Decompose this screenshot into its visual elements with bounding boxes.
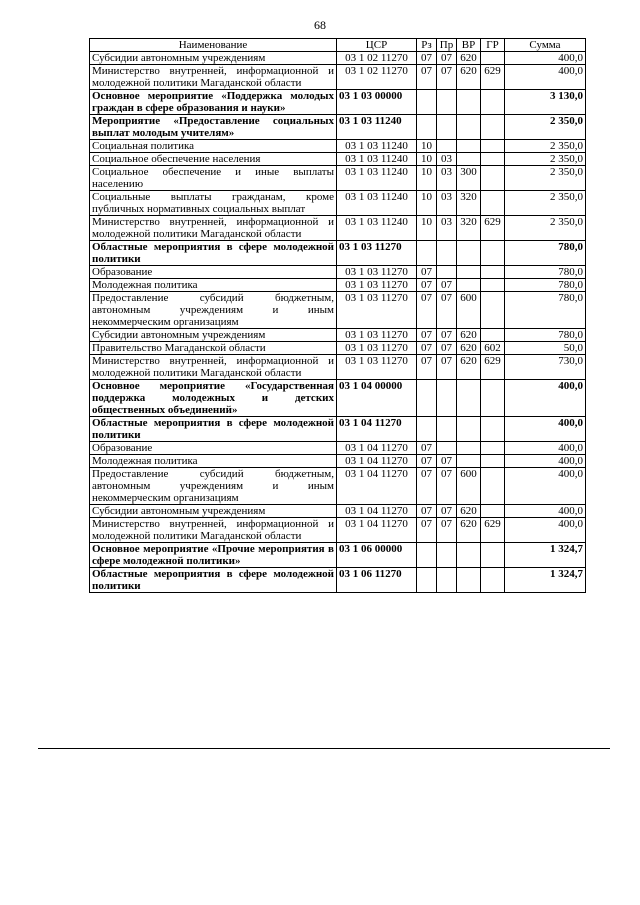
cell-vr — [457, 442, 481, 455]
cell-sum: 2 350,0 — [505, 166, 586, 191]
cell-gr — [481, 115, 505, 140]
table-row — [90, 355, 586, 380]
cell-rz: 10 — [417, 140, 437, 153]
cell-pr — [437, 417, 457, 442]
cell-sum: 400,0 — [505, 417, 586, 442]
cell-rz — [417, 90, 437, 115]
cell-vr — [457, 140, 481, 153]
cell-gr — [481, 568, 505, 593]
cell-name: Основное мероприятие «Прочие мероприятия в сфере молодежной политики» — [90, 543, 337, 568]
cell-pr — [437, 266, 457, 279]
cell-csr: 03 1 03 11270 — [337, 266, 417, 279]
cell-pr — [437, 140, 457, 153]
table-row — [90, 216, 586, 241]
cell-gr: 629 — [481, 65, 505, 90]
table-row — [90, 380, 586, 417]
cell-rz: 10 — [417, 166, 437, 191]
cell-rz: 10 — [417, 216, 437, 241]
cell-vr — [457, 90, 481, 115]
table-row — [90, 543, 586, 568]
cell-name: Субсидии автономным учреждениям — [90, 505, 337, 518]
cell-vr — [457, 153, 481, 166]
cell-pr — [437, 90, 457, 115]
table-row — [90, 115, 586, 140]
cell-rz — [417, 568, 437, 593]
cell-vr: 620 — [457, 52, 481, 65]
cell-gr: 629 — [481, 216, 505, 241]
cell-name: Образование — [90, 266, 337, 279]
table-row — [90, 279, 586, 292]
cell-sum: 400,0 — [505, 505, 586, 518]
cell-name: Молодежная политика — [90, 455, 337, 468]
cell-rz: 07 — [417, 342, 437, 355]
cell-sum: 3 130,0 — [505, 90, 586, 115]
cell-vr: 620 — [457, 505, 481, 518]
cell-csr: 03 1 03 11240 — [337, 166, 417, 191]
cell-csr: 03 1 02 11270 — [337, 52, 417, 65]
cell-sum: 400,0 — [505, 455, 586, 468]
cell-sum: 780,0 — [505, 266, 586, 279]
cell-vr — [457, 279, 481, 292]
footer-divider — [38, 748, 610, 749]
cell-csr: 03 1 03 11240 — [337, 140, 417, 153]
cell-csr: 03 1 04 11270 — [337, 417, 417, 442]
cell-vr: 600 — [457, 468, 481, 505]
cell-name: Социальная политика — [90, 140, 337, 153]
cell-gr — [481, 279, 505, 292]
header-pr: Пр — [437, 39, 457, 52]
cell-csr: 03 1 04 11270 — [337, 442, 417, 455]
header-sum: Сумма — [505, 39, 586, 52]
cell-sum: 1 324,7 — [505, 543, 586, 568]
cell-rz: 07 — [417, 266, 437, 279]
cell-sum: 780,0 — [505, 329, 586, 342]
cell-csr: 03 1 04 11270 — [337, 518, 417, 543]
cell-sum: 780,0 — [505, 241, 586, 266]
cell-vr — [457, 266, 481, 279]
table-row — [90, 455, 586, 468]
cell-sum: 2 350,0 — [505, 140, 586, 153]
table-row — [90, 292, 586, 329]
cell-pr — [437, 543, 457, 568]
cell-name: Субсидии автономным учреждениям — [90, 52, 337, 65]
cell-gr — [481, 468, 505, 505]
cell-sum: 2 350,0 — [505, 216, 586, 241]
cell-pr: 07 — [437, 468, 457, 505]
cell-rz: 07 — [417, 455, 437, 468]
header-csr: ЦСР — [337, 39, 417, 52]
cell-name: Социальное обеспечение населения — [90, 153, 337, 166]
cell-gr — [481, 191, 505, 216]
cell-csr: 03 1 03 11240 — [337, 153, 417, 166]
cell-gr — [481, 90, 505, 115]
cell-rz: 07 — [417, 292, 437, 329]
cell-name: Областные мероприятия в сфере молодежной политики — [90, 568, 337, 593]
cell-gr — [481, 266, 505, 279]
table-row — [90, 568, 586, 593]
table-row — [90, 505, 586, 518]
cell-sum: 400,0 — [505, 65, 586, 90]
cell-vr — [457, 115, 481, 140]
cell-csr: 03 1 04 00000 — [337, 380, 417, 417]
cell-pr: 07 — [437, 518, 457, 543]
cell-pr — [437, 442, 457, 455]
cell-rz: 10 — [417, 153, 437, 166]
cell-gr — [481, 329, 505, 342]
cell-rz: 07 — [417, 279, 437, 292]
cell-vr: 600 — [457, 292, 481, 329]
cell-csr: 03 1 04 11270 — [337, 455, 417, 468]
cell-gr — [481, 380, 505, 417]
table-row — [90, 241, 586, 266]
cell-csr: 03 1 03 11270 — [337, 292, 417, 329]
page-number: 68 — [314, 18, 326, 32]
cell-name: Министерство внутренней, информационной и молодежной политики Магаданской области — [90, 216, 337, 241]
cell-gr: 629 — [481, 355, 505, 380]
cell-vr: 620 — [457, 65, 481, 90]
cell-pr: 07 — [437, 292, 457, 329]
cell-name: Министерство внутренней, информационной и молодежной политики Магаданской области — [90, 355, 337, 380]
cell-pr: 07 — [437, 329, 457, 342]
cell-csr: 03 1 03 11270 — [337, 241, 417, 266]
cell-rz — [417, 380, 437, 417]
cell-name: Образование — [90, 442, 337, 455]
cell-sum: 780,0 — [505, 279, 586, 292]
cell-gr: 602 — [481, 342, 505, 355]
cell-name: Мероприятие «Предоставление социальных выплат молодым учителям» — [90, 115, 337, 140]
cell-sum: 400,0 — [505, 442, 586, 455]
cell-rz: 07 — [417, 505, 437, 518]
cell-sum: 400,0 — [505, 468, 586, 505]
cell-vr: 620 — [457, 342, 481, 355]
cell-gr — [481, 166, 505, 191]
cell-sum: 780,0 — [505, 292, 586, 329]
cell-csr: 03 1 03 11270 — [337, 342, 417, 355]
table-row — [90, 166, 586, 191]
cell-csr: 03 1 03 00000 — [337, 90, 417, 115]
table-row — [90, 52, 586, 65]
cell-name: Правительство Магаданской области — [90, 342, 337, 355]
header-rz: Рз — [417, 39, 437, 52]
table-header-row — [90, 39, 586, 52]
cell-name: Социальные выплаты гражданам, кроме публичных нормативных социальных выплат — [90, 191, 337, 216]
cell-csr: 03 1 04 11270 — [337, 505, 417, 518]
cell-vr: 320 — [457, 191, 481, 216]
cell-csr: 03 1 02 11270 — [337, 65, 417, 90]
cell-rz: 07 — [417, 65, 437, 90]
cell-name: Министерство внутренней, информационной и молодежной политики Магаданской области — [90, 518, 337, 543]
cell-rz: 07 — [417, 442, 437, 455]
cell-name: Субсидии автономным учреждениям — [90, 329, 337, 342]
cell-name: Молодежная политика — [90, 279, 337, 292]
table-row — [90, 342, 586, 355]
cell-rz: 07 — [417, 518, 437, 543]
cell-vr — [457, 380, 481, 417]
cell-vr — [457, 543, 481, 568]
cell-sum: 2 350,0 — [505, 153, 586, 166]
cell-gr — [481, 505, 505, 518]
cell-pr: 03 — [437, 216, 457, 241]
table-row — [90, 153, 586, 166]
cell-vr — [457, 241, 481, 266]
cell-rz: 07 — [417, 329, 437, 342]
cell-pr: 07 — [437, 279, 457, 292]
header-vr: ВР — [457, 39, 481, 52]
cell-gr: 629 — [481, 518, 505, 543]
cell-sum: 400,0 — [505, 52, 586, 65]
cell-csr: 03 1 03 11270 — [337, 329, 417, 342]
cell-rz — [417, 543, 437, 568]
cell-csr: 03 1 06 00000 — [337, 543, 417, 568]
cell-name: Областные мероприятия в сфере молодежной политики — [90, 241, 337, 266]
cell-gr — [481, 241, 505, 266]
table-row — [90, 442, 586, 455]
header-name: Наименование — [90, 39, 337, 52]
cell-gr — [481, 140, 505, 153]
cell-vr: 620 — [457, 329, 481, 342]
cell-sum: 730,0 — [505, 355, 586, 380]
cell-csr: 03 1 03 11240 — [337, 191, 417, 216]
cell-gr — [481, 153, 505, 166]
cell-pr: 07 — [437, 455, 457, 468]
cell-rz: 07 — [417, 52, 437, 65]
cell-gr — [481, 292, 505, 329]
header-gr: ГР — [481, 39, 505, 52]
cell-pr: 07 — [437, 355, 457, 380]
cell-csr: 03 1 03 11240 — [337, 115, 417, 140]
cell-pr: 07 — [437, 505, 457, 518]
cell-pr: 03 — [437, 153, 457, 166]
cell-rz: 07 — [417, 468, 437, 505]
table-row — [90, 518, 586, 543]
cell-pr: 07 — [437, 342, 457, 355]
cell-vr: 620 — [457, 355, 481, 380]
cell-sum: 50,0 — [505, 342, 586, 355]
cell-name: Министерство внутренней, информационной и молодежной политики Магаданской области — [90, 65, 337, 90]
cell-csr: 03 1 03 11270 — [337, 355, 417, 380]
cell-sum: 2 350,0 — [505, 191, 586, 216]
table-row — [90, 329, 586, 342]
cell-sum: 400,0 — [505, 518, 586, 543]
cell-vr: 620 — [457, 518, 481, 543]
cell-rz — [417, 115, 437, 140]
cell-pr: 07 — [437, 52, 457, 65]
cell-csr: 03 1 03 11270 — [337, 279, 417, 292]
cell-gr — [481, 417, 505, 442]
budget-table — [89, 38, 586, 593]
cell-gr — [481, 52, 505, 65]
cell-sum: 2 350,0 — [505, 115, 586, 140]
cell-pr: 07 — [437, 65, 457, 90]
cell-rz: 07 — [417, 355, 437, 380]
table-row — [90, 468, 586, 505]
table-row — [90, 65, 586, 90]
cell-vr: 300 — [457, 166, 481, 191]
cell-pr — [437, 568, 457, 593]
cell-pr: 03 — [437, 191, 457, 216]
cell-rz — [417, 417, 437, 442]
cell-vr — [457, 417, 481, 442]
table-row — [90, 417, 586, 442]
cell-name: Областные мероприятия в сфере молодежной политики — [90, 417, 337, 442]
cell-vr: 320 — [457, 216, 481, 241]
cell-pr — [437, 241, 457, 266]
table-row — [90, 140, 586, 153]
cell-csr: 03 1 04 11270 — [337, 468, 417, 505]
table-body — [90, 52, 586, 593]
cell-name: Основное мероприятие «Государственная поддержка молодежных и детских общественных объединений» — [90, 380, 337, 417]
cell-pr: 03 — [437, 166, 457, 191]
cell-name: Социальное обеспечение и иные выплаты населению — [90, 166, 337, 191]
cell-name: Предоставление субсидий бюджетным, автономным учреждениям и иным некоммерческим организациям — [90, 292, 337, 329]
cell-vr — [457, 568, 481, 593]
cell-sum: 400,0 — [505, 380, 586, 417]
cell-name: Предоставление субсидий бюджетным, автономным учреждениям и иным некоммерческим организациям — [90, 468, 337, 505]
cell-gr — [481, 442, 505, 455]
cell-pr — [437, 115, 457, 140]
cell-rz: 10 — [417, 191, 437, 216]
cell-rz — [417, 241, 437, 266]
cell-gr — [481, 543, 505, 568]
cell-csr: 03 1 06 11270 — [337, 568, 417, 593]
cell-name: Основное мероприятие «Поддержка молодых граждан в сфере образования и науки» — [90, 90, 337, 115]
cell-pr — [437, 380, 457, 417]
cell-sum: 1 324,7 — [505, 568, 586, 593]
cell-gr — [481, 455, 505, 468]
table-row — [90, 90, 586, 115]
cell-vr — [457, 455, 481, 468]
table-row — [90, 266, 586, 279]
table-row — [90, 191, 586, 216]
cell-csr: 03 1 03 11240 — [337, 216, 417, 241]
